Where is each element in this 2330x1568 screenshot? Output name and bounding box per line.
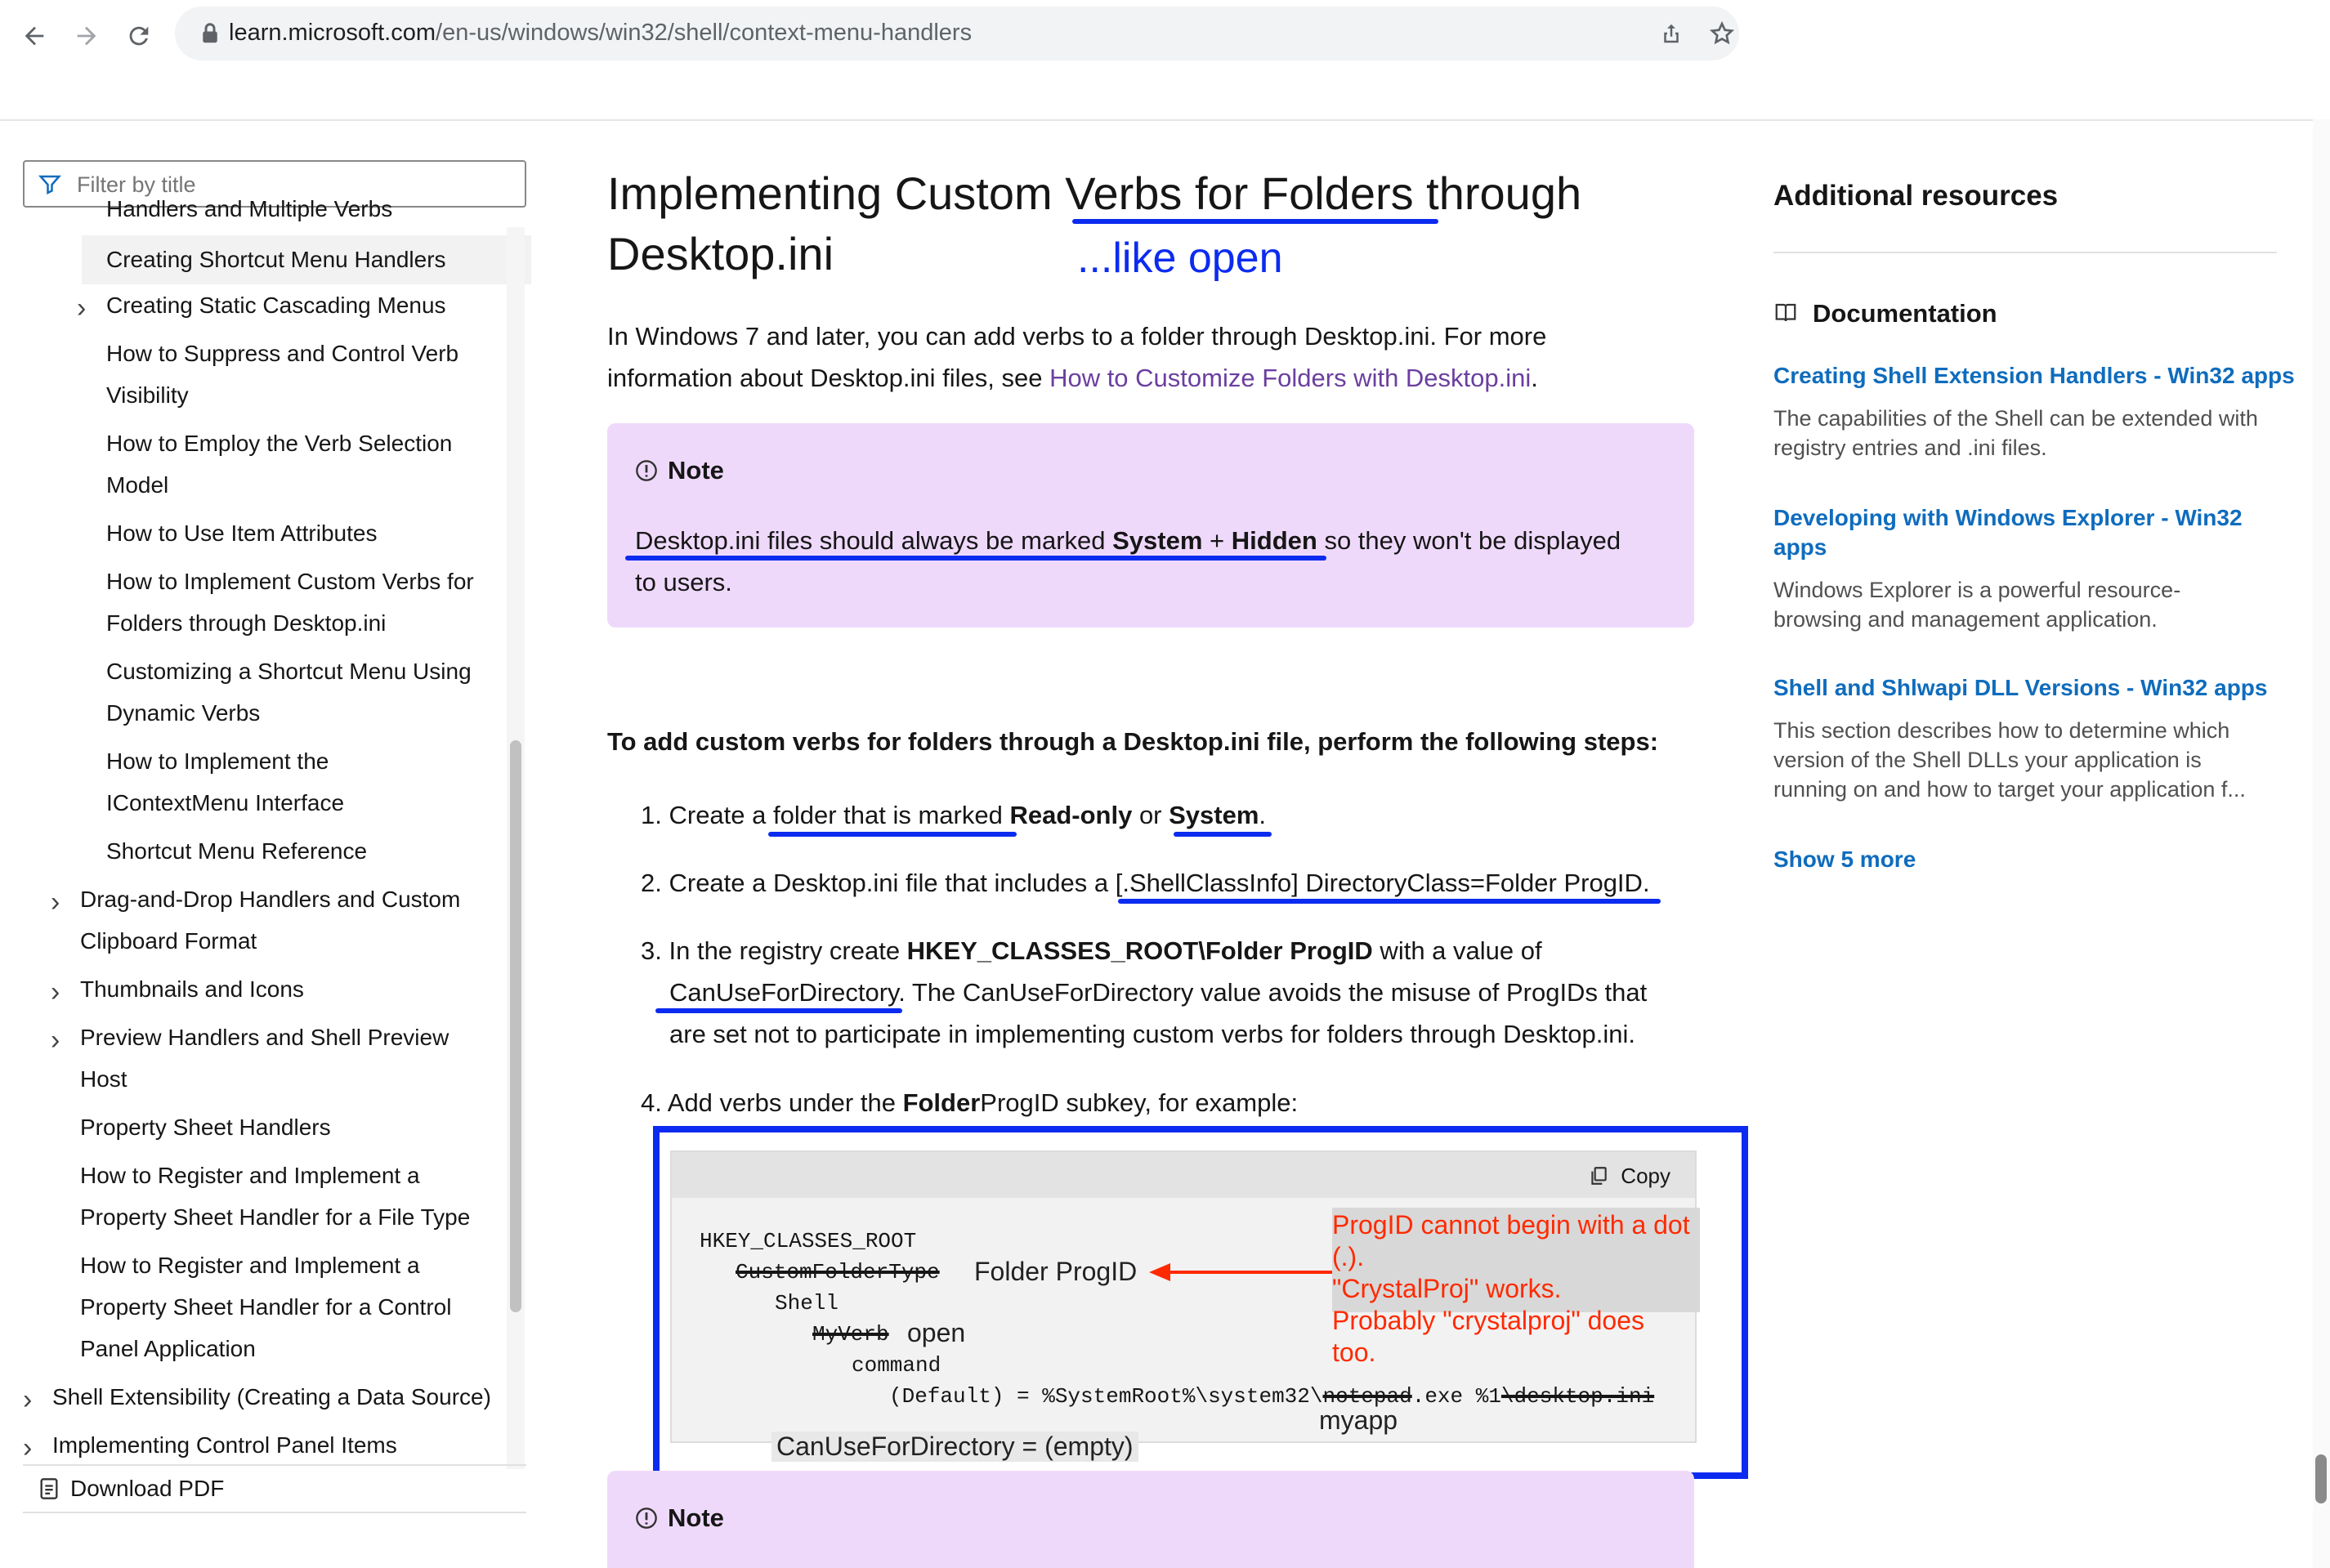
red-annotation-line3: Probably "crystalproj" does too. — [1332, 1306, 1644, 1367]
step-1-number: 1. — [641, 801, 662, 829]
open-annotation: open — [907, 1318, 966, 1347]
intro-line1: In Windows 7 and later, you can add verbs to a folder through Desktop.ini. For more — [607, 322, 1547, 351]
reload-icon — [125, 22, 153, 50]
share-icon — [1659, 21, 1684, 46]
download-pdf-button[interactable] — [23, 1464, 526, 1513]
page-scrollbar-thumb[interactable] — [2315, 1454, 2327, 1503]
step-1-end: . — [1259, 801, 1267, 829]
resource-desc-1-line2: registry entries and .ini files. — [1773, 436, 2047, 460]
toc-item[interactable]: Thumbnails and Icons — [80, 976, 304, 1002]
note-callout-2 — [607, 1471, 1694, 1568]
toc-item[interactable]: Property Sheet Handler for a Control — [80, 1294, 452, 1320]
folder-progid-annotation: Folder ProgID — [974, 1257, 1138, 1286]
step-1-a: Create a — [669, 801, 773, 829]
step-3 — [641, 930, 1720, 1055]
resource-desc-3 — [1773, 716, 2288, 804]
step-4 — [641, 1082, 1298, 1124]
note-heading-text: Note — [668, 456, 724, 485]
highlight-frame — [653, 1126, 1748, 1479]
back-button[interactable] — [11, 13, 57, 59]
step-4-c: ProgID subkey, for example: — [980, 1088, 1299, 1117]
arrow-right-icon — [73, 22, 101, 50]
toc-item[interactable]: Customizing a Shortcut Menu Using — [106, 659, 472, 684]
table-of-contents — [0, 119, 539, 1568]
resource-desc-2 — [1773, 575, 2288, 634]
step1-underline-folder — [768, 832, 1017, 837]
copy-label: Copy — [1621, 1163, 1670, 1188]
chevron-right-icon[interactable]: › — [51, 887, 60, 918]
toc-item[interactable]: Creating Shortcut Menu Handlers — [82, 235, 531, 284]
step-1 — [641, 794, 1266, 836]
note-callout — [607, 423, 1694, 628]
step-1-or: or — [1132, 801, 1169, 829]
note-hidden: Hidden — [1231, 526, 1317, 555]
pdf-icon — [39, 1477, 59, 1500]
url-host: learn.microsoft.com — [229, 20, 436, 46]
toc-item[interactable]: Clipboard Format — [80, 928, 257, 954]
bookmark-button[interactable] — [1706, 18, 1737, 49]
resource-desc-3-line2: version of the Shell DLLs your application is — [1773, 748, 2202, 772]
toc-item[interactable]: Drag-and-Drop Handlers and Custom — [80, 887, 461, 912]
step-3-key: HKEY_CLASSES_ROOT\Folder ProgID — [906, 936, 1373, 965]
resource-desc-1 — [1773, 404, 2288, 462]
note-plus: + — [1202, 526, 1232, 555]
toc-list — [0, 196, 507, 1463]
toc-item[interactable]: Property Sheet Handler for a File Type — [80, 1204, 471, 1230]
toc-item[interactable]: Host — [80, 1066, 127, 1092]
forward-button[interactable] — [64, 13, 110, 59]
step-1-b: folder that is marked — [773, 801, 1010, 829]
step-4-folder: Folder — [902, 1088, 981, 1117]
arrow-left-icon — [20, 22, 48, 50]
chevron-right-icon[interactable]: › — [23, 1432, 33, 1463]
note2-heading — [635, 1503, 724, 1533]
toc-item[interactable]: Folders through Desktop.ini — [106, 610, 387, 636]
canuse-annotation-text: CanUseForDirectory = (empty) — [776, 1432, 1134, 1461]
resource-link-2[interactable] — [1773, 503, 2296, 562]
code-line6-a: (Default) = %SystemRoot%\system32\ — [889, 1384, 1323, 1409]
resource-desc-2-line1: Windows Explorer is a powerful resource- — [1773, 578, 2181, 602]
intro-line2-prefix: information about Desktop.ini files, see — [607, 364, 1050, 392]
resource-desc-2-line2: browsing and management application. — [1773, 607, 2158, 632]
resource-link-2-line2: apps — [1773, 534, 1827, 560]
code-line3: Shell — [775, 1291, 839, 1316]
step-3-f: are set not to participate in implementing custom verbs for folders through Desktop.ini. — [669, 1020, 1636, 1048]
red-annotation-line1: ProgID cannot begin with a dot (.). — [1332, 1210, 1690, 1271]
intro-line2-suffix: . — [1531, 364, 1538, 392]
resource-desc-3-line1: This section describes how to determine which — [1773, 718, 2230, 743]
page-title-line2: Desktop.ini — [607, 228, 834, 279]
toc-item[interactable]: IContextMenu Interface — [106, 790, 345, 815]
toc-item[interactable]: How to Suppress and Control Verb — [106, 341, 459, 366]
toc-item[interactable]: Shortcut Menu Reference — [106, 838, 368, 864]
step-3-c: with a value of — [1372, 936, 1542, 965]
download-pdf-label: Download PDF — [70, 1476, 225, 1501]
chevron-right-icon[interactable]: › — [51, 1025, 60, 1056]
filter-icon — [38, 172, 62, 197]
star-icon — [1709, 20, 1735, 47]
additional-resources-title: Additional resources — [1773, 180, 2059, 212]
rail-divider — [1773, 252, 2277, 253]
step1-underline-system — [1174, 832, 1272, 837]
toc-item[interactable]: Shell Extensibility (Creating a Data Source) — [52, 1384, 491, 1409]
documentation-heading — [1773, 299, 1997, 328]
page-title-line1: Implementing Custom Verbs for Folders through — [607, 168, 1582, 219]
step-3-a: In the registry create — [669, 936, 907, 965]
url-text[interactable] — [229, 20, 972, 47]
like-open-annotation: ...like open — [1077, 235, 1283, 282]
code-line1: HKEY_CLASSES_ROOT — [700, 1229, 917, 1253]
toc-item[interactable]: Preview Handlers and Shell Preview — [80, 1025, 449, 1050]
step-3-canuse: CanUseForDirectory — [669, 978, 899, 1007]
note-heading — [635, 456, 724, 485]
step-3-e: . The CanUseForDirectory value avoids the misuse of ProgIDs that — [898, 978, 1648, 1007]
step3-underline — [655, 1008, 902, 1013]
note-underline — [625, 556, 1326, 561]
chevron-right-icon[interactable]: › — [77, 293, 87, 324]
share-button[interactable] — [1656, 18, 1687, 49]
note-system: System — [1112, 526, 1203, 555]
code-line2: CustomFolderType — [736, 1260, 940, 1284]
chevron-right-icon[interactable]: › — [51, 976, 60, 1007]
red-annotation-line2: "CrystalProj" works. — [1332, 1274, 1562, 1303]
show-more-link[interactable]: Show 5 more — [1773, 847, 1916, 872]
code-line4: MyVerb — [812, 1322, 889, 1347]
documentation-heading-text: Documentation — [1813, 299, 1997, 328]
toc-item[interactable]: Implementing Control Panel Items — [52, 1432, 397, 1458]
step2-underline — [1118, 899, 1661, 904]
note-text-suffix: so they won't be displayed — [1317, 526, 1621, 555]
book-icon — [1773, 301, 1798, 325]
reload-button[interactable] — [116, 13, 162, 59]
url-path: /en-us/windows/win32/shell/context-menu-handlers — [436, 20, 973, 46]
steps-title: To add custom verbs for folders through a Desktop.ini file, perform the following steps: — [607, 727, 1659, 756]
step-2-a: Create a Desktop.ini file that includes a — [669, 869, 1116, 897]
step-2-directoryclass: [.ShellClassInfo] DirectoryClass=Folder ProgID — [1115, 869, 1643, 897]
code-line6-desktopini: \desktop.ini — [1500, 1384, 1655, 1409]
page-scrollbar[interactable] — [2313, 119, 2330, 1568]
toc-item[interactable]: How to Implement the — [106, 748, 329, 774]
step-2 — [641, 862, 1650, 904]
resource-link-2-line1: Developing with Windows Explorer - Win32 — [1773, 505, 2243, 530]
step-2-end: . — [1642, 869, 1650, 897]
code-line5: command — [852, 1353, 941, 1378]
note-text — [635, 520, 1681, 603]
step-1-readonly: Read-only — [1009, 801, 1133, 829]
browser-chrome — [0, 0, 2330, 121]
toc-item[interactable]: Model — [106, 472, 169, 498]
toc-item[interactable]: How to Implement Custom Verbs for — [106, 569, 474, 594]
toc-scrollbar-thumb[interactable] — [510, 740, 521, 1312]
intro-line2 — [607, 357, 1686, 399]
note-text-line2: to users. — [635, 568, 732, 596]
resource-link-3[interactable]: Shell and Shlwapi DLL Versions - Win32 apps — [1773, 675, 2268, 700]
toc-item[interactable]: Creating Static Cascading Menus — [106, 293, 446, 318]
myapp-annotation: myapp — [1319, 1405, 1398, 1435]
resource-desc-3-line3: running on and how to target your application f... — [1773, 777, 2246, 802]
intro-paragraph — [607, 315, 1686, 399]
step-1-system: System — [1169, 801, 1259, 829]
customize-folders-link[interactable]: How to Customize Folders with Desktop.ini — [1049, 364, 1532, 392]
lock-icon — [198, 21, 222, 46]
toc-item[interactable]: Property Sheet Handlers — [80, 1115, 331, 1140]
toc-item[interactable]: Panel Application — [80, 1336, 256, 1361]
step-3-number: 3. — [641, 936, 662, 965]
toc-item[interactable]: Handlers and Multiple Verbs — [106, 196, 393, 221]
toc-item[interactable]: Visibility — [106, 382, 189, 408]
code-line6-c: .exe %1 — [1411, 1384, 1501, 1409]
title-underline — [1072, 219, 1438, 224]
step-2-number: 2. — [641, 869, 662, 897]
resource-link-1[interactable]: Creating Shell Extension Handlers - Win32 apps — [1773, 363, 2295, 388]
toc-item[interactable]: How to Register and Implement a — [80, 1253, 420, 1278]
toc-item[interactable]: How to Register and Implement a — [80, 1163, 420, 1188]
chevron-right-icon[interactable]: › — [23, 1384, 33, 1415]
resource-desc-1-line1: The capabilities of the Shell can be extended with — [1773, 406, 2258, 431]
toc-item[interactable]: How to Use Item Attributes — [106, 520, 378, 546]
code-line6-notepad: notepad — [1322, 1384, 1412, 1409]
note2-heading-text: Note — [668, 1503, 724, 1532]
step-4-a: Add verbs under the — [667, 1088, 903, 1117]
step-4-number: 4. — [641, 1088, 662, 1117]
toc-item[interactable]: How to Employ the Verb Selection — [106, 431, 453, 456]
address-bar[interactable] — [175, 7, 1739, 60]
toc-item[interactable]: Dynamic Verbs — [106, 700, 261, 726]
note-text-prefix: Desktop.ini files should always be marked — [635, 526, 1113, 555]
